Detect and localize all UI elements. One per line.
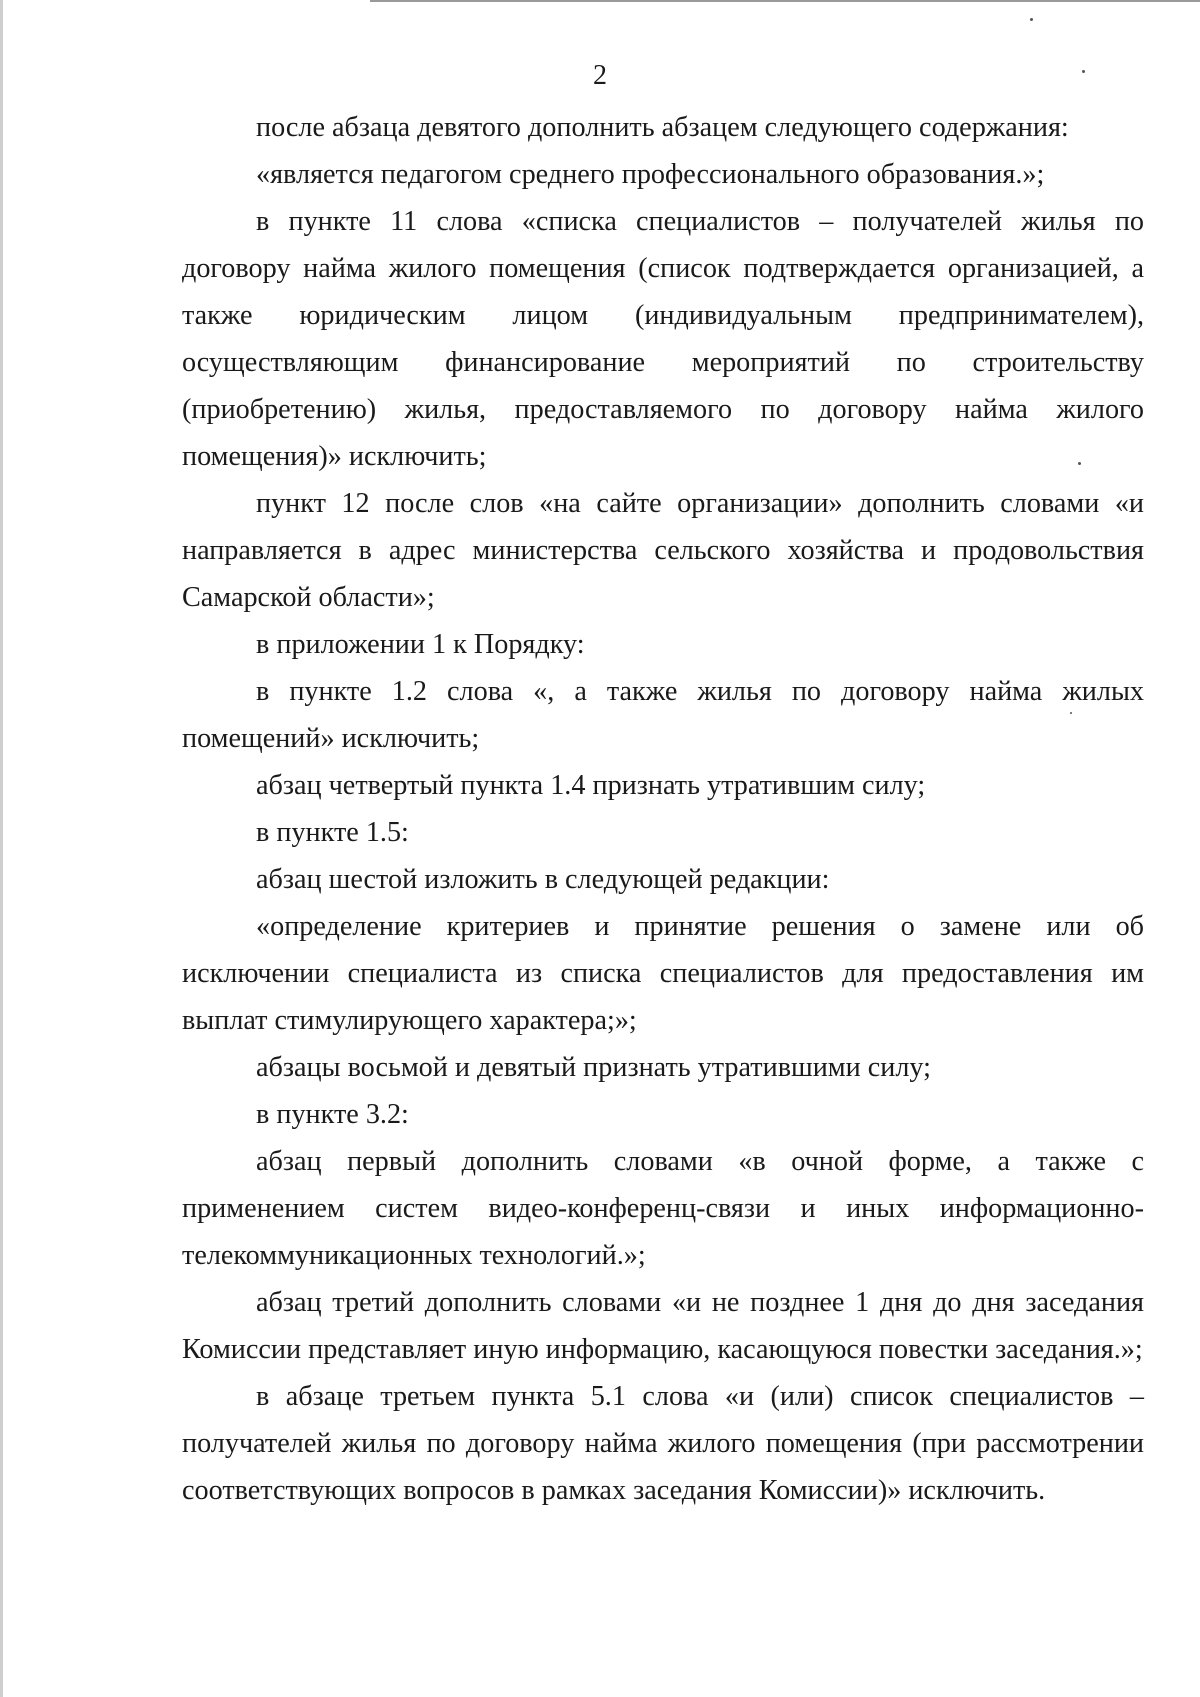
scan-left-border [0,0,3,1697]
paragraph: пункт 12 после слов «на сайте организации» дополнить словами «и направляется в адрес министерства сельского хозяйства и продовольствия Самарской области»; [182,488,1144,613]
paragraph: в пункте 1.5: [256,817,409,848]
scan-top-border [370,0,1200,2]
paragraph: в пункте 1.2 слова «, а также жилья по договору найма жилых помещений» исключить; [182,676,1144,754]
paragraph: в приложении 1 к Порядку: [256,629,585,660]
page-number: 2 [593,60,607,91]
paragraph: в пункте 3.2: [256,1099,409,1130]
paragraph: абзац первый дополнить словами «в очной форме, а также с применением систем видео-конференц-связи и иных информационно-телекоммуникационных технологий.»; [182,1146,1144,1271]
paragraph: после абзаца девятого дополнить абзацем следующего содержания: [256,112,1069,143]
paragraph: абзац четвертый пункта 1.4 признать утратившим силу; [256,770,926,801]
paragraph: «является педагогом среднего профессионального образования.»; [256,159,1045,190]
paragraph: «определение критериев и принятие решения о замене или об исключении специалиста из списка специалистов для предоставления им выплат стимулирующего характера;»; [182,911,1144,1036]
document-body [182,104,1144,1514]
paragraph: абзац шестой изложить в следующей редакции: [256,864,830,895]
paragraph: абзац третий дополнить словами «и не позднее 1 дня до дня заседания Комиссии представляет иную информацию, касающуюся повестки заседания.»; [182,1287,1144,1365]
paragraph: абзацы восьмой и девятый признать утратившими силу; [256,1052,931,1083]
paragraph: в абзаце третьем пункта 5.1 слова «и (или) список специалистов – получателей жилья по договору найма жилого помещения (при рассмотрении соответствующих вопросов в рамках заседания Комиссии)» исключить. [182,1381,1144,1506]
paragraph: в пункте 11 слова «списка специалистов – получателей жилья по договору найма жилого помещения (список подтверждается организацией, а также юридическим лицом (индивидуальным предпринимателем), осуществляющим финансирование мероприятий по строительству (приобретению) жилья, предоставляемого по договору найма жилого помещения)» исключить; [182,206,1144,472]
scan-speck [1030,18,1033,21]
